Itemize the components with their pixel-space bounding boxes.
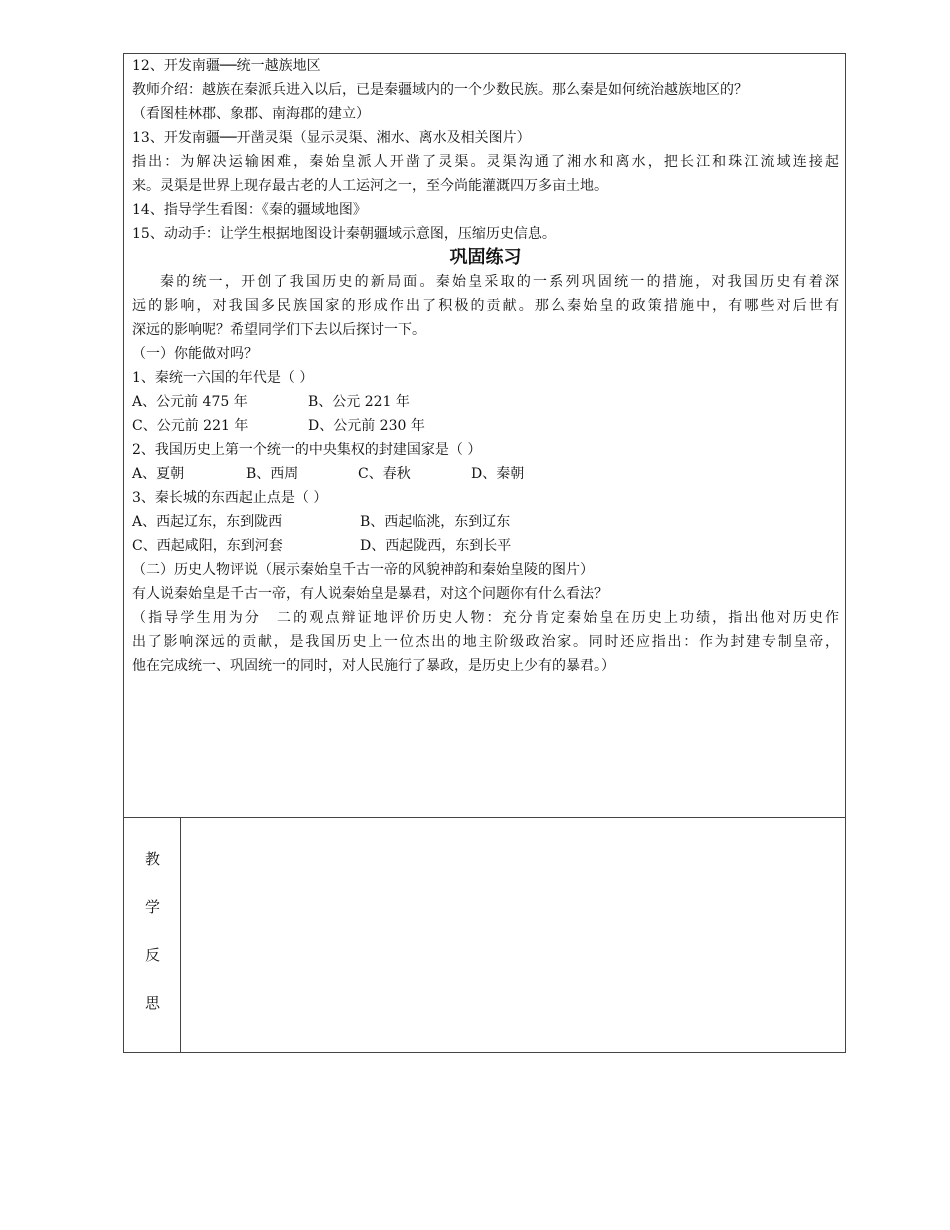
reflection-label-char-2: 学 xyxy=(144,898,160,916)
q2-option-b: B、西周 xyxy=(246,466,299,482)
q1-option-d: D、公元前 230 年 xyxy=(308,418,425,434)
teacher-intro: 教师介绍：越族在秦派兵进入以后，已是秦疆域内的一个少数民族。那么秦是如何统治越族地区的？ xyxy=(132,82,748,98)
q1-option-b: B、公元 221 年 xyxy=(308,394,410,410)
part2-question: 有人说秦始皇是千古一帝，有人说秦始皇是暴君，对这个问题你有什么看法？ xyxy=(132,586,608,602)
q2-option-d: D、秦朝 xyxy=(471,466,525,482)
part2-guide-1: （指导学生用为分 二的观点辩证地评价历史人物：充分肯定秦始皇在历史上功绩，指出他对历史作 xyxy=(132,610,839,626)
question-3: 3、秦长城的东西起止点是（ ） xyxy=(132,490,328,506)
question-1-options-row-2 xyxy=(132,414,839,438)
lingqu-note-2: 来。灵渠是世界上现存最古老的人工运河之一，至今尚能灌溉四万多亩土地。 xyxy=(132,178,608,194)
intro-line-3: 深远的影响呢？希望同学们下去以后探讨一下。 xyxy=(132,322,426,338)
section-title: 巩固练习 xyxy=(449,247,522,268)
q3-option-d: D、西起陇西，东到长平 xyxy=(360,538,512,554)
step-13: 13、开发南疆──开凿灵渠（显示灵渠、湘水、离水及相关图片） xyxy=(132,130,531,146)
question-3-options-row-2 xyxy=(132,534,839,558)
part2-guide-3: 他在完成统一、巩固统一的同时，对人民施行了暴政，是历史上少有的暴君。） xyxy=(132,658,615,674)
question-3-options-row-1 xyxy=(132,510,839,534)
q1-option-a: A、公元前 475 年 xyxy=(132,394,248,410)
question-2: 2、我国历史上第一个统一的中央集权的封建国家是（ ） xyxy=(132,442,482,458)
part2-title: （二）历史人物评说（展示秦始皇千古一帝的风貌神韵和秦始皇陵的图片） xyxy=(132,562,594,578)
intro-line-2: 远的影响，对我国多民族国家的形成作出了积极的贡献。那么秦始皇的政策措施中，有哪些对后世有 xyxy=(132,298,839,314)
lesson-content-cell xyxy=(124,54,845,818)
question-2-options xyxy=(132,462,839,486)
step-12: 12、开发南疆──统一越族地区 xyxy=(132,58,321,74)
reflection-label-char-3: 反 xyxy=(144,946,160,964)
q3-option-b: B、西起临洮，东到辽东 xyxy=(360,514,511,530)
question-1-options-row-1 xyxy=(132,390,839,414)
step-15: 15、动动手：让学生根据地图设计秦朝疆域示意图，压缩历史信息。 xyxy=(132,226,556,242)
reflection-label-char-1: 教 xyxy=(144,850,160,868)
lingqu-note-1: 指出：为解决运输困难，秦始皇派人开凿了灵渠。灵渠沟通了湘水和离水，把长江和珠江流域连接起 xyxy=(132,154,839,170)
reflection-row xyxy=(124,818,845,1052)
step-14: 14、指导学生看图：《秦的疆域地图》 xyxy=(132,202,367,218)
q2-option-c: C、春秋 xyxy=(358,466,411,482)
reflection-content-cell xyxy=(181,818,845,1052)
part1-title: （一）你能做对吗？ xyxy=(132,346,258,362)
q2-option-a: A、夏朝 xyxy=(132,466,185,482)
reflection-label-cell xyxy=(124,818,181,1052)
map-note: （看图桂林郡、象郡、南海郡的建立） xyxy=(132,106,370,122)
intro-line-1: 秦的统一，开创了我国历史的新局面。秦始皇采取的一系列巩固统一的措施，对我国历史有着深 xyxy=(160,274,839,290)
q3-option-c: C、西起咸阳，东到河套 xyxy=(132,538,283,554)
reflection-label-char-4: 思 xyxy=(144,994,160,1012)
lesson-plan-table xyxy=(123,53,846,1053)
q1-option-c: C、公元前 221 年 xyxy=(132,418,249,434)
question-1: 1、秦统一六国的年代是（ ） xyxy=(132,370,314,386)
q3-option-a: A、西起辽东，东到陇西 xyxy=(132,514,283,530)
part2-guide-2: 出了影响深远的贡献，是我国历史上一位杰出的地主阶级政治家。同时还应指出：作为封建专制皇帝， xyxy=(132,634,839,650)
